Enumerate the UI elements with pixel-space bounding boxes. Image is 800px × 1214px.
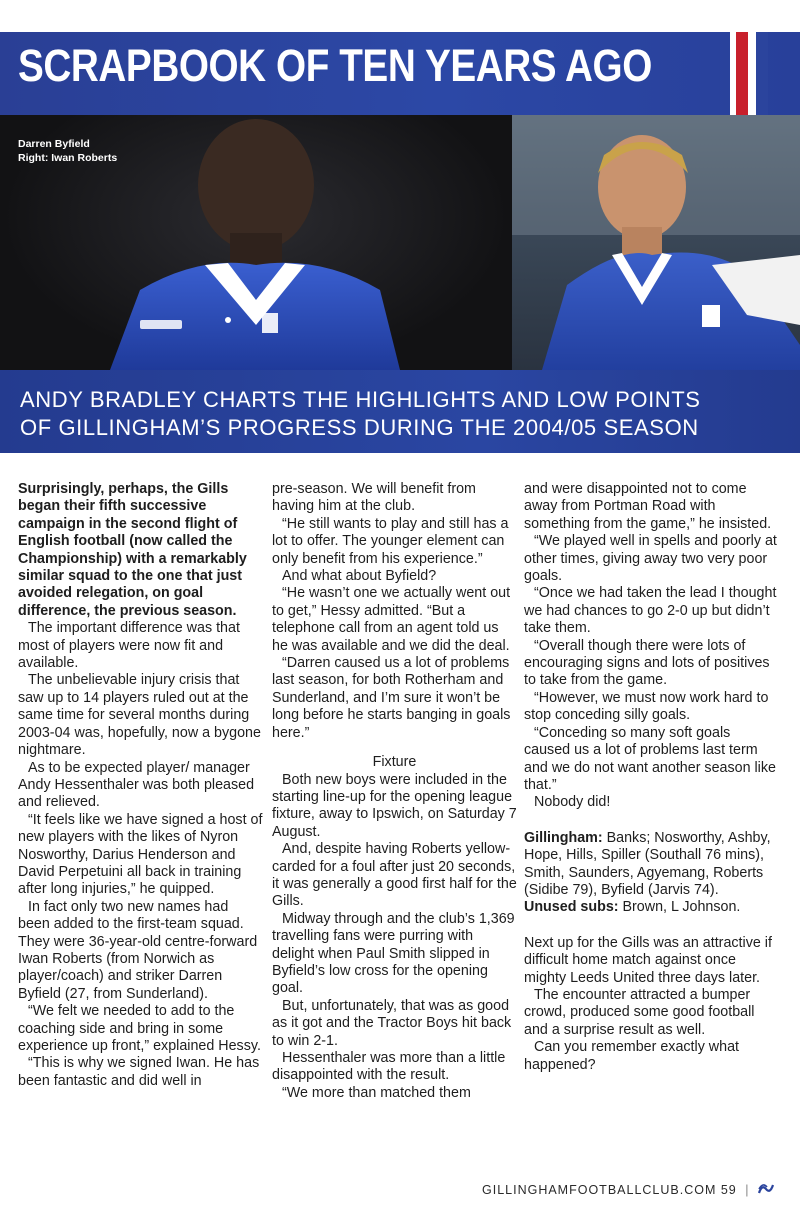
paragraph: Both new boys were included in the starting line-up for the opening league fixture, away to Ipswich, on Saturday 7 August.	[272, 771, 517, 840]
paragraph: pre-season. We will benefit from having him at the club.	[272, 481, 476, 515]
paragraph: Hessenthaler was more than a little disappointed with the result.	[272, 1050, 506, 1084]
paragraph: As to be expected player/ manager Andy Hessenthaler was both pleased and relieved.	[18, 759, 255, 811]
paragraph: “Overall though there were lots of encouraging signs and lots of positives to take from the game.	[524, 637, 770, 689]
photo-caption: Darren Byfield Right: Iwan Roberts	[18, 138, 118, 164]
paragraph: “Conceding so many soft goals caused us a lot of problems last term and we do not want another season like that.”	[524, 724, 776, 793]
lineup-text: Banks; Nosworthy, Ashby, Hope, Hills, Spiller (Southall 76 mins), Smith, Saunders, Agyemang, Roberts (Sidibe 79), Byfield (Jarvis 74).	[524, 829, 771, 898]
standfirst-band	[0, 370, 800, 453]
page-footer	[482, 1183, 774, 1197]
page-number: 59	[720, 1183, 737, 1197]
paragraph: The unbelievable injury crisis that saw up to 14 players ruled out at the same time for several months during 2003-04 was, hopefully, now a bygone nightmare.	[18, 672, 261, 759]
photo-iwan-roberts	[512, 115, 800, 370]
page-title: SCRAPBOOK OF TEN YEARS AGO	[18, 40, 652, 91]
paragraph: In fact only two new names had been added to the first-team squad. They were 36-year-old centre-forward Iwan Roberts (from Norwich as player/coach) and striker Darren Byfield (27, from Sunderland).	[18, 898, 258, 1002]
standfirst: ANDY BRADLEY CHARTS THE HIGHLIGHTS AND LOW POINTS OF GILLINGHAM’S PROGRESS DURING THE 2004/05 SEASON	[20, 387, 701, 440]
title-band	[0, 32, 800, 115]
paragraph: The encounter attracted a bumper crowd, produced some good football and a surprise result as well.	[524, 986, 755, 1038]
subheading-fixture: Fixture	[372, 754, 417, 771]
paragraph: “Once we had taken the lead I thought we had chances to go 2-0 up but didn’t take them.	[524, 585, 777, 637]
paragraph: Nobody did!	[534, 794, 611, 811]
paragraph: “We more than matched them	[282, 1084, 471, 1101]
paragraph: Next up for the Gills was an attractive if difficult home match against once mighty Leeds United three days later.	[524, 934, 772, 986]
paragraph: “Darren caused us a lot of problems last season, for both Rotherham and Sunderland, and I’m sure it won’t be long before he starts banging in goals here.”	[272, 655, 511, 741]
paragraph: “He wasn’t one we actually went out to get,” Hessy admitted. “But a telephone call from an agent told us he was available and we did the deal.	[272, 585, 511, 654]
paragraph: “This is why we signed Iwan. He has been fantastic and did well in	[18, 1055, 260, 1089]
subs-text: Brown, L Johnson.	[618, 899, 741, 916]
lineup-label: Gillingham:	[524, 829, 603, 846]
team-lineup	[524, 830, 780, 917]
footer-separator: |	[745, 1183, 750, 1197]
paragraph: “It feels like we have signed a host of new players with the likes of Nyron Nosworthy, Darius Henderson and David Perpetuini all back in training after long injuries,” he quipped.	[18, 811, 263, 898]
flag-stripes	[730, 32, 768, 115]
article-column-1	[18, 481, 263, 1090]
article-column-2	[272, 481, 517, 1102]
paragraph: Can you remember exactly what happened?	[524, 1039, 740, 1073]
intro-paragraph: Surprisingly, perhaps, the Gills began their fifth successive campaign in the second flight of English football (now called the Championship) with a remarkably similar squad to the one that just avoided relegation, on goal difference, the previous season.	[18, 481, 247, 619]
player-illustration-right	[512, 115, 800, 370]
paragraph: “He still wants to play and still has a lot to offer. The younger element can only benefit from his experience.”	[272, 515, 509, 567]
paragraph: “We felt we needed to add to the coaching side and bring in some experience up front,” explained Hessy.	[18, 1003, 261, 1054]
paragraph: And, despite having Roberts yellow-carded for a foul after just 20 seconds, it was generally a good first half for the Gills.	[272, 841, 517, 910]
subs-label: Unused subs:	[524, 899, 619, 916]
footer-site: GILLINGHAMFOOTBALLCLUB.COM	[482, 1183, 717, 1197]
paragraph: The important difference was that most of players were now fit and available.	[18, 620, 240, 672]
paragraph: “However, we must now work hard to stop conceding silly goals.	[524, 689, 769, 724]
article-column-3	[524, 481, 780, 1074]
club-badge-icon	[758, 1183, 774, 1195]
paragraph: And what about Byfield?	[282, 568, 437, 585]
paragraph: “We played well in spells and poorly at other times, giving away two very poor goals.	[524, 533, 777, 585]
paragraph: Midway through and the club’s 1,369 travelling fans were purring with delight when Paul Smith slipped in Byfield’s low cross for the opening goal.	[272, 910, 515, 997]
paragraph: and were disappointed not to come away from Portman Road with something from the game,” he insisted.	[524, 481, 772, 532]
photo-strip	[0, 115, 800, 370]
paragraph: But, unfortunately, that was as good as it got and the Tractor Boys hit back to win 2-1.	[272, 997, 512, 1049]
photo-darren-byfield	[0, 115, 512, 370]
